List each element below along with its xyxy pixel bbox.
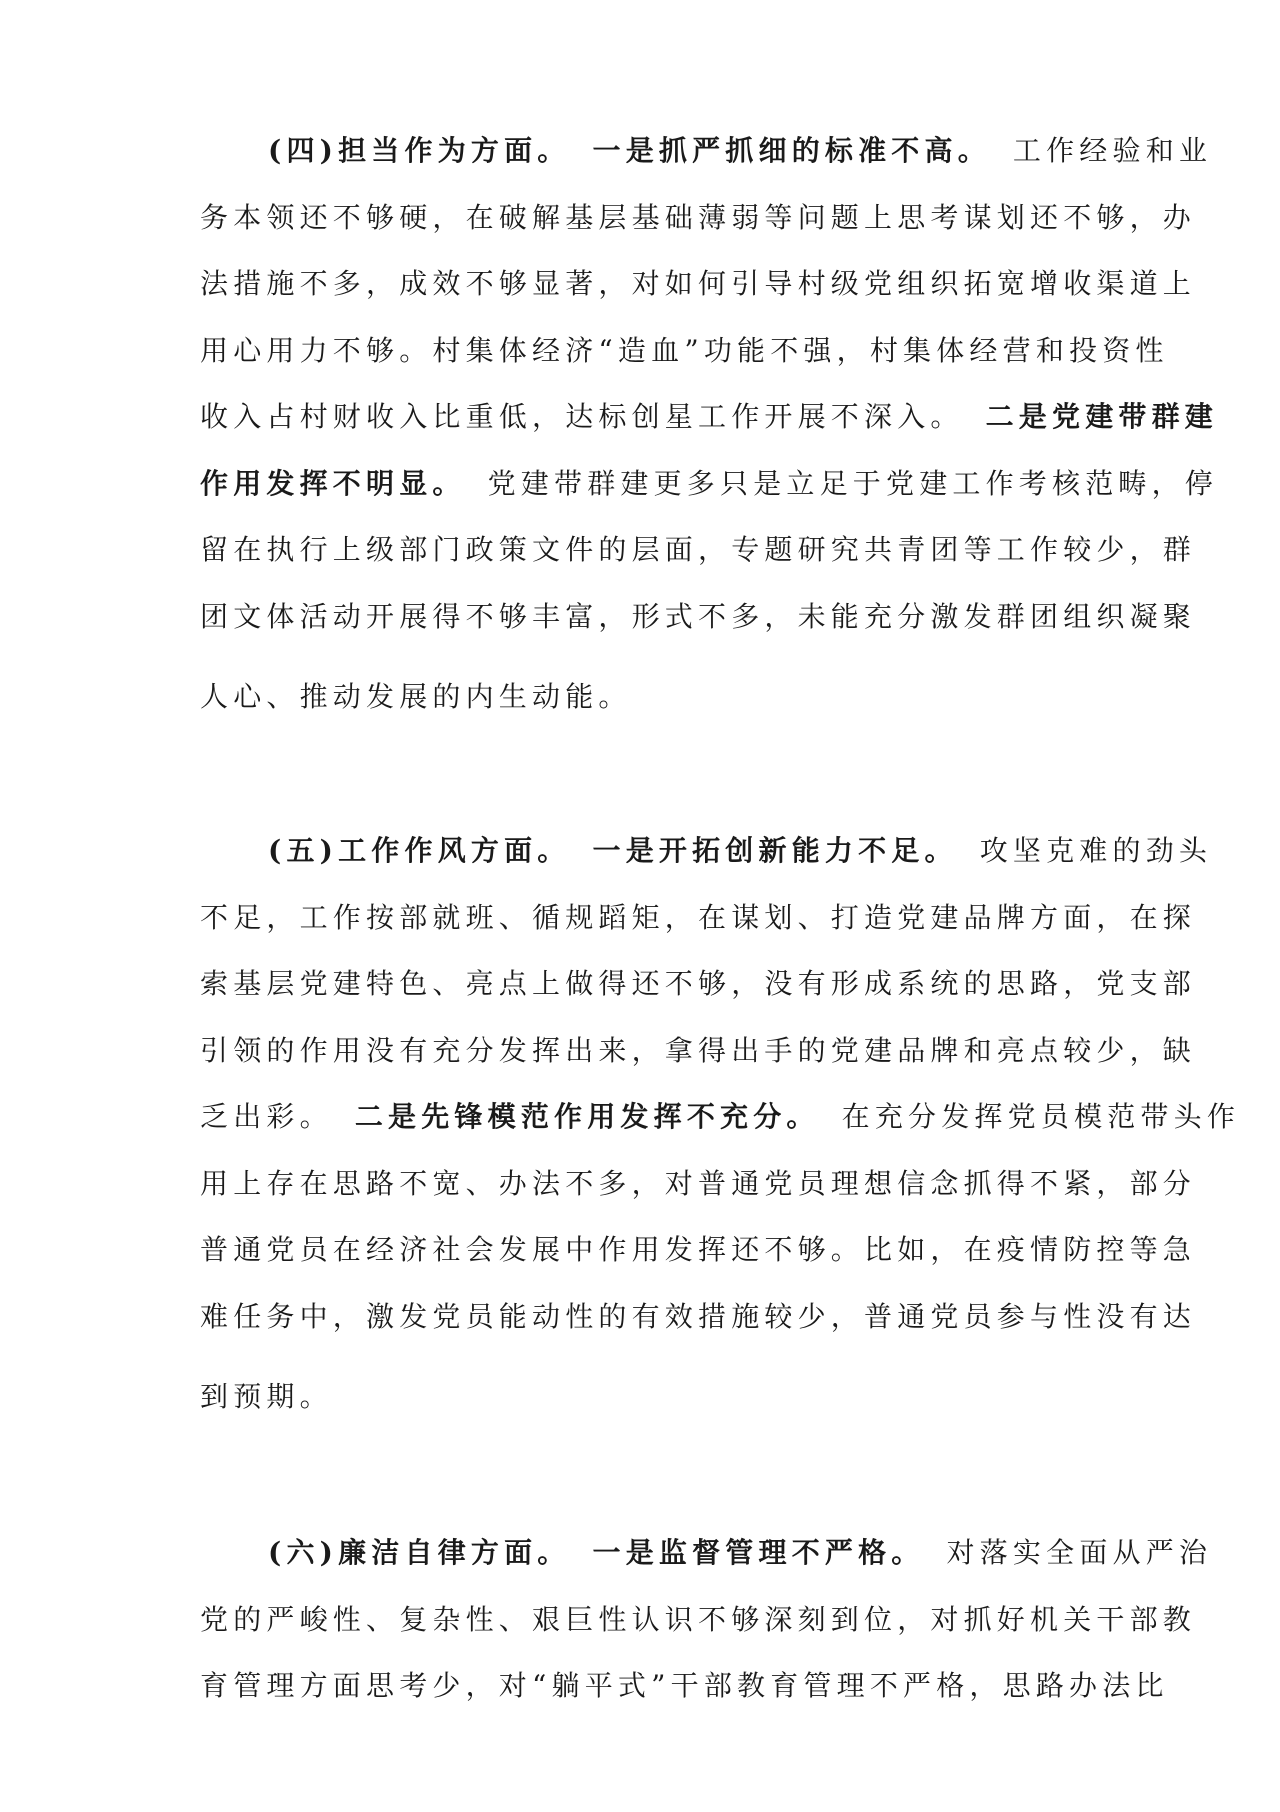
text-run: 人心、推动发展的内生动能。 [200,680,632,713]
text-run: 乏出彩。 [200,1100,333,1133]
bold-text-run: 一是监督管理不严格。 [592,1536,925,1569]
text-run: 难任务中，激发党员能动性的有效措施较少，普通党员参与性没有达 [200,1299,1197,1333]
text-run: 普通党员在经济社会发展中作用发挥还不够。比如，在疫情防控等急 [200,1233,1197,1266]
bold-text-run: 二是党建带群建 [985,400,1219,433]
text-run: 不足，工作按部就班、循规蹈矩，在谋划、打造党建品牌方面，在探 [200,900,1197,934]
text-line [200,1364,1090,1431]
bold-text-run: 二是先锋模范作用发挥不充分。 [354,1100,820,1133]
text-line [200,1587,1197,1654]
text-run: 育管理方面思考少，对“躺平式”干部教育管理不严格，思路办法比 [200,1669,1169,1702]
text-line [200,384,1219,451]
text-run: 团文体活动开展得不够丰富，形式不多，未能充分激发群团组织凝聚 [200,599,1197,633]
text-line [200,818,1213,885]
bold-text-run: 作用发挥不明显。 [200,466,466,500]
text-line [200,318,1169,385]
text-line [200,584,1197,651]
text-run: 法措施不多，成效不够显著，对如何引导村级党组织拓宽增收渠道上 [200,267,1197,300]
text-line [200,664,1090,731]
text-line [200,451,1219,518]
text-line [200,517,1197,584]
text-line [200,1018,1197,1085]
paragraph-section-6 [200,1520,1213,1720]
text-line [200,1520,1213,1587]
text-run: 用心用力不够。村集体经济“造血”功能不强，村集体经营和投资性 [200,333,1169,367]
bold-text-run: 一是抓严抓细的标准不高。 [592,134,991,167]
bold-text-run: 一是开拓创新能力不足。 [592,834,958,867]
paragraph-section-4 [200,118,1219,731]
bold-text-run: (五)工作作风方面。 [268,834,571,867]
text-line [200,251,1197,318]
text-line [200,1284,1197,1351]
text-line [200,1217,1197,1284]
text-line [200,885,1197,952]
text-line [200,1151,1197,1218]
text-run: 到预期。 [200,1380,333,1413]
text-run: 索基层党建特色、亮点上做得还不够，没有形成系统的思路，党支部 [200,967,1197,1000]
text-line [200,1653,1169,1720]
text-run: 党建带群建更多只是立足于党建工作考核范畴，停 [487,466,1219,500]
text-run: 对落实全面从严治 [946,1536,1213,1569]
text-line [200,118,1213,185]
paragraph-section-5 [200,818,1241,1431]
text-line [200,1084,1241,1151]
bold-text-run: (四)担当作为方面。 [268,134,571,167]
bold-text-run: (六)廉洁自律方面。 [268,1536,571,1569]
text-run: 引领的作用没有充分发挥出来，拿得出手的党建品牌和亮点较少，缺 [200,1033,1197,1067]
text-line [200,951,1197,1018]
text-run: 攻坚克难的劲头 [979,834,1213,867]
text-run: 工作经验和业 [1012,134,1213,167]
text-run: 务本领还不够硬，在破解基层基础薄弱等问题上思考谋划还不够，办 [200,200,1197,234]
text-line [200,185,1197,252]
text-run: 在充分发挥党员模范带头作 [841,1100,1241,1133]
text-run: 留在执行上级部门政策文件的层面，专题研究共青团等工作较少，群 [200,533,1197,566]
text-run: 收入占村财收入比重低，达标创星工作开展不深入。 [200,400,964,433]
text-run: 用上存在思路不宽、办法不多，对普通党员理想信念抓得不紧，部分 [200,1166,1197,1200]
text-run: 党的严峻性、复杂性、艰巨性认识不够深刻到位，对抓好机关干部教 [200,1602,1197,1636]
